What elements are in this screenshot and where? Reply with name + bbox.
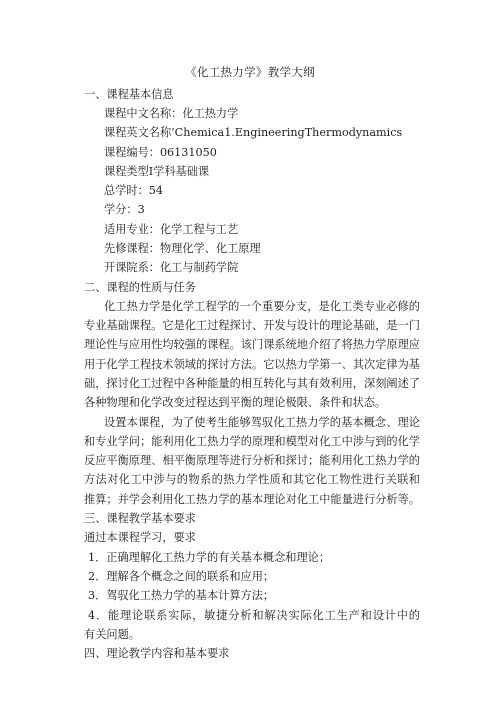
info-course-cn-name: 课程中文名称：化工热力学 bbox=[104, 107, 239, 120]
info-course-code: 课程编号：06131050 bbox=[104, 146, 217, 159]
info-major: 适用专业：化学工程与工艺 bbox=[104, 223, 239, 236]
info-course-en-name: 课程英文名称‘Chemica1.EngineeringThermodynamics bbox=[104, 126, 403, 139]
list-item: 1．正确理解化工热力学的有关基本概念和理论； bbox=[88, 551, 331, 564]
paragraph-line: 设置本课程，为了使考生能够驾驭化工热力学的基本概念、理论 bbox=[104, 416, 420, 429]
list-item: 2．理解各个概念之间的联系和应用； bbox=[88, 570, 275, 583]
section-heading-theory-content: 四、理论教学内容和基本要求 bbox=[84, 647, 230, 660]
section-heading-requirements: 三、课程教学基本要求 bbox=[84, 512, 196, 525]
info-prerequisites: 先修课程：物理化学、化工原理 bbox=[104, 242, 261, 255]
section-heading-nature-tasks: 二、课程的性质与任务 bbox=[84, 281, 196, 294]
info-department: 开课院系：化工与制药学院 bbox=[104, 261, 239, 274]
paragraph-line: 推算；并学会利用化工热力学的基本理论对化工中能量进行分析等。 bbox=[84, 493, 420, 506]
paragraph-line: 理论性与应用性均较强的课程。该门课系统地介绍了将热力学原理应 bbox=[84, 338, 420, 351]
info-course-type: 课程类型I学科基础课 bbox=[104, 165, 210, 178]
paragraph-line: 专业基础课程。它是化工过程探讨、开发与设计的理论基础，是一门 bbox=[84, 319, 420, 332]
paragraph-line: 础，探讨化工过程中各种能量的相互转化与其有效利用，深刻阐述了 bbox=[84, 377, 420, 390]
document-title: 《化工热力学》教学大纲 bbox=[185, 65, 315, 79]
paragraph-line: 化工热力学是化学工程学的一个重要分支，是化工类专业必修的 bbox=[104, 300, 420, 313]
info-credits: 学分：3 bbox=[104, 203, 145, 216]
section-heading-basic-info: 一、课程基本信息 bbox=[84, 88, 174, 101]
paragraph-line: 方法对化工中涉与的物系的热力学性质和其它化工物性进行关联和 bbox=[84, 473, 420, 486]
list-item: 3．驾驭化工热力学的基本计算方法； bbox=[88, 589, 275, 602]
paragraph-line: 和专业学问；能利用化工热力学的原理和模型对化工中涉与到的化学 bbox=[84, 435, 420, 448]
requirements-intro: 通过本课程学习，要求 bbox=[84, 531, 196, 544]
paragraph-line: 各种物理和化学改变过程达到平衡的理论极限、条件和状态。 bbox=[84, 396, 387, 409]
paragraph-line: 反应平衡原理、相平衡原理等进行分析和探讨；能利用化工热力学的 bbox=[84, 454, 420, 467]
info-total-hours: 总学时：54 bbox=[104, 184, 163, 197]
list-item-continuation: 有关问题。 bbox=[84, 628, 140, 641]
paragraph-line: 用于化学工程技术领域的探讨方法。它以热力学第一、其次定律为基 bbox=[84, 358, 420, 371]
list-item: 4．能理论联系实际，敏捷分析和解决实际化工生产和设计中的 bbox=[88, 609, 420, 622]
